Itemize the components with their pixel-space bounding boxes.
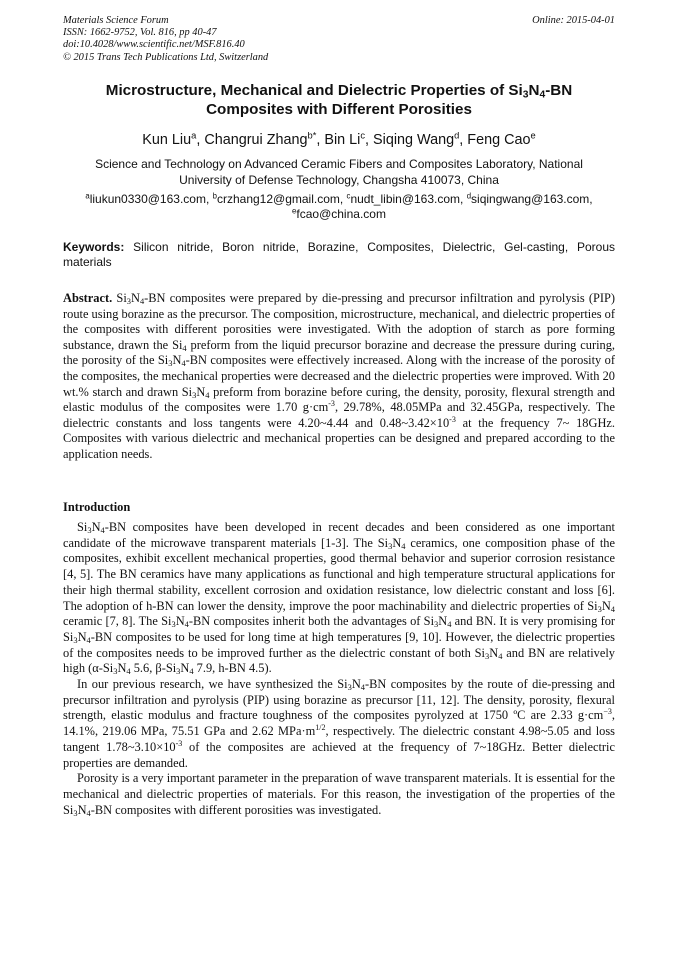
author-name: Siqing Wang — [373, 132, 455, 148]
paragraph: Porosity is a very important parameter in the preparation of wave transparent materials. It is essential for the mechanical and dielectric properties of materials. For this reason, the investigation of the properties of the $Si_3N_4-BN$ composites with different porosities was investigated. — [63, 771, 615, 818]
author-affil-mark: b* — [307, 130, 317, 141]
keywords — [63, 240, 615, 270]
abstract: Abstract. $Si_3N_4-BN$ composites were prepared by die-pressing and precursor infiltration and pyrolysis (PIP) route using borazine as the precursor. The composition, microstructure, mechanical, and dielectric properties of the composites with different porosities were investigated. With the adoption of starch as pore forming substance, drawn the $Si_4$ preform from the liquid precursor borazine and decrease the pressure during curing, the porosity of the $Si_3N_4-BN$ composites were effectively increased. Along with the increase of the porosity of the composites, the mechanical properties were decreased and the dielectric properties were improved. With 20 wt.% starch and drawn $Si_3N_4$ preform from borazine before curing, the density, porosity, flexural strength and elastic modulus of the composites were 1.70 $g\cdot cm^{-3}$, 29.78%, 48.05MPa and 32.45GPa, respectively. The dielectric constants and loss tangents were 4.20~4.44 and $0.48\sim 3.42\times 10^{-3}$ at the frequency 7~ 18GHz. Composites with various dielectric and mechanical properties can be designed and prepared according to the application needs. — [63, 291, 616, 461]
section-heading: Introduction — [63, 500, 131, 514]
author-name: Changrui Zhang — [204, 132, 308, 148]
paragraph: In our previous research, we have synthesized the $Si_3N_4-BN$ composites by the route of die-pressing and precursor infiltration and pyrolysis (PIP) using borazine as precursor [11, 12]. The density, porosity, flexural strength, elastic modulus and fracture toughness of the composites pyrolyzed at 1750 ºC are 2.33 $g\cdot cm^{-3}$, 14.1%, 219.06 MPa, 75.51 GPa and 2.62 $MPa\cdot m^{1/2}$, respectively. The dielectric constant 4.98~5.05 and loss tangent $1.78\sim 3.10\times 10^{-3}$ of the composites are achieved at the frequency of 7~18GHz. Better dielectric properties are demanded. — [63, 677, 615, 770]
copyright-line: © 2015 Trans Tech Publications Ltd, Switzerland — [63, 51, 269, 63]
online-date: Online: 2015-04-01 — [532, 15, 615, 26]
email-list: $^a$liukun0330@163.com, $^b$crzhang12@gmail.com, $^c$nudt_libin@163.com, $^d$siqingwang@163.com, $^e$fcao@china.com — [85, 191, 593, 221]
abstract-label: Abstract. — [63, 291, 113, 305]
journal-header — [63, 15, 615, 64]
author-name: Bin Li — [324, 132, 361, 148]
journal-name: Materials Science Forum — [63, 15, 169, 26]
author-affil-mark: c — [360, 130, 366, 141]
email-address[interactable]: fcao@china.com — [296, 207, 386, 221]
email-address[interactable]: siqingwang@163.com, — [471, 192, 593, 206]
author-name: Kun Liu — [142, 132, 192, 148]
author-name: Feng Cao — [467, 132, 531, 148]
issn-line: ISSN: 1662-9752, Vol. 816, pp 40-47 — [63, 27, 217, 39]
author-affil-mark: a — [191, 130, 197, 141]
doi-link[interactable]: doi:10.4028/www.scientific.net/MSF.816.40 — [63, 39, 245, 51]
affiliation: Science and Technology on Advanced Ceramic Fibers and Composites Laboratory, National University of Defense Technology, Changsha 410073, China — [95, 157, 583, 187]
email-address[interactable]: nudt_libin@163.com, — [350, 192, 467, 206]
email-address[interactable]: crzhang12@gmail.com, — [216, 192, 347, 206]
keywords-text: Silicon nitride, Boron nitride, Borazine, Composites, Dielectric, Gel-casting, Porous materials — [63, 240, 615, 269]
introduction-body — [63, 520, 615, 818]
author-list: Kun Liu$^a$, Changrui Zhang$^{b*}$, Bin Li$^c$, Siqing Wang$^d$, Feng Cao$^e$ — [142, 130, 536, 148]
paragraph: $Si_3N_4-BN$ composites have been developed in recent decades and been considered as one important candidate of the microwave transparent materials [1-3]. The $Si_3N_4$ ceramics, one composition phase of the composites, exhibit excellent mechanical properties, good thermal behavior and superior corrosion resistance [4, 5]. The BN ceramics have many applications as functional and high temperature structural applications for their high thermal stability, excellent corrosion and oxidation resistance, low dielectric constant and loss [6]. The adoption of h-BN can lower the density, improve the poor machinability and dielectric properties of $Si_3N_4$ ceramic [7, 8]. The $Si_3N_4-BN$ composites inherit both the advantages of $Si_3N_4$ and BN. It is very promising for $Si_3N_4-BN$ composites to be used for long time at high temperatures [9, 10]. However, the dielectric properties of the composites needs to be improved further as the dielectric constant of both $Si_3N_4$ and BN are relatively high ($\alpha-Si_3N_4$ 5.6, $\beta-Si_3N_4$ 7.9, h-BN 4.5). — [63, 520, 616, 677]
paper-title: Microstructure, Mechanical and Dielectric Properties of $Si_3N_4-BN$ Composites with Different Porosities — [105, 82, 573, 118]
email-address[interactable]: liukun0330@163.com, — [89, 192, 213, 206]
author-affil-mark: e — [530, 130, 536, 141]
author-affil-mark: d — [454, 130, 460, 141]
keywords-label: Keywords: — [63, 240, 125, 254]
